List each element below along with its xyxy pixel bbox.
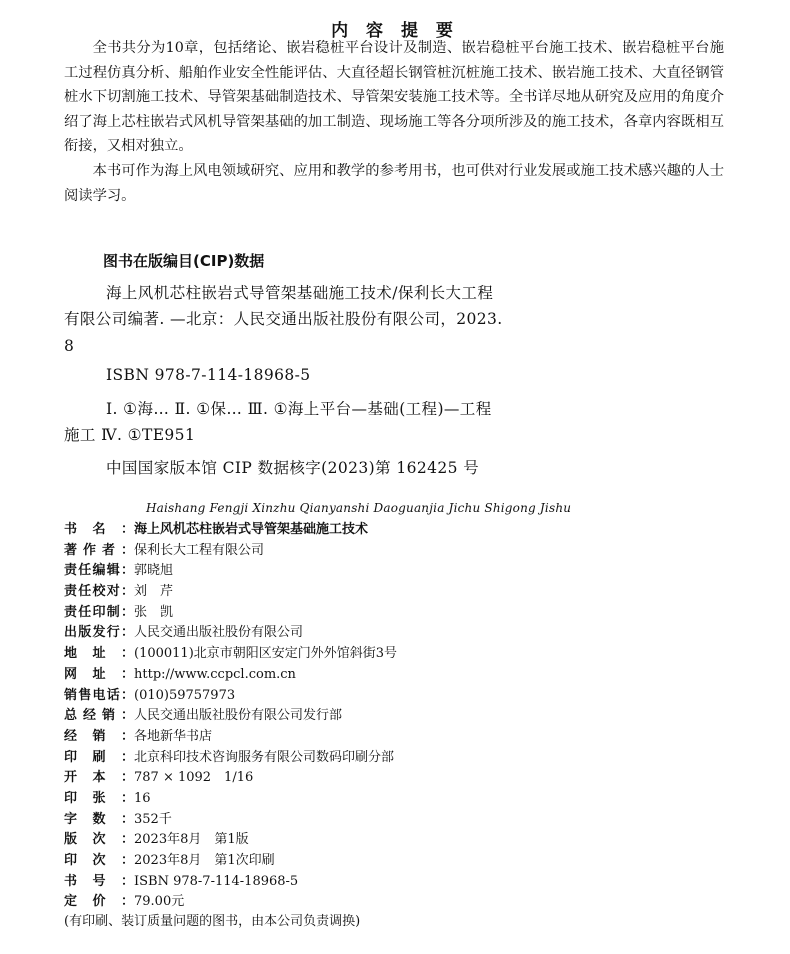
info-label: 出版发行： <box>64 625 134 641</box>
info-row-format <box>64 768 624 789</box>
info-value: 79.00元 <box>134 894 185 910</box>
info-value: 张 凯 <box>134 604 174 620</box>
info-label: 地址： <box>64 646 134 662</box>
cip-record: 海上风机芯柱嵌岩式导管架基础施工技术/保利长大工程有限公司编著. —北京：人民交通出版社股份有限公司，2023. 8 <box>64 284 503 355</box>
info-value: (010)59757973 <box>134 687 236 703</box>
info-value: 北京科印技术咨询服务有限公司数码印刷分部 <box>134 749 395 765</box>
info-label: 印张： <box>64 790 134 806</box>
info-label: 字数： <box>64 811 134 827</box>
info-row-website <box>64 665 624 686</box>
info-value: 各地新华书店 <box>134 728 213 744</box>
info-label: 书号： <box>64 873 134 889</box>
info-value: (100011)北京市朝阳区安定门外外馆斜街3号 <box>134 646 398 662</box>
info-label: 责任印制： <box>64 604 134 620</box>
cip-classification: Ⅰ. ①海… Ⅱ. ①保… Ⅲ. ①海上平台—基础(工程)—工程施工 Ⅳ. ①TE951 <box>64 399 492 445</box>
info-value: 人民交通出版社股份有限公司 <box>134 625 304 641</box>
info-value: 保利长大工程有限公司 <box>134 542 265 558</box>
info-label: 网址： <box>64 666 134 682</box>
info-row-author <box>64 541 624 562</box>
info-row-word-count <box>64 810 624 831</box>
info-row-book-number <box>64 872 624 893</box>
info-row-proofreader <box>64 582 624 603</box>
info-label: 销售电话： <box>64 687 134 703</box>
info-row-distributor <box>64 727 624 748</box>
info-row-sheets <box>64 789 624 810</box>
info-row-publisher <box>64 623 624 644</box>
summary-section <box>64 36 724 208</box>
info-value: ISBN 978-7-114-18968-5 <box>134 873 299 889</box>
quality-notice: (有印刷、装订质量问题的图书，由本公司负责调换) <box>64 914 361 929</box>
info-row-address <box>64 644 624 665</box>
info-label: 责任校对： <box>64 584 134 600</box>
info-value: 352千 <box>134 811 172 827</box>
info-value: 郭晓旭 <box>134 563 174 579</box>
info-row-general-distributor <box>64 706 624 727</box>
info-label: 印刷： <box>64 749 134 765</box>
pinyin-title: Haishang Fengji Xinzhu Qianyanshi Daoguanjia Jichu Shigong Jishu <box>146 501 572 515</box>
info-label: 书名： <box>64 522 134 537</box>
info-value: 人民交通出版社股份有限公司发行部 <box>134 708 343 724</box>
info-value: 刘 芹 <box>134 584 174 600</box>
info-row-printer <box>64 748 624 769</box>
info-value: 787 × 1092 1/16 <box>134 770 254 786</box>
info-label: 开本： <box>64 770 134 786</box>
info-value: 16 <box>134 790 151 806</box>
info-row-sales-phone <box>64 686 624 707</box>
info-row-title <box>64 520 624 541</box>
cip-isbn: ISBN 978-7-114-18968-5 <box>106 366 311 385</box>
info-row-edition <box>64 830 624 851</box>
info-row-impression <box>64 851 624 872</box>
info-value: 海上风机芯柱嵌岩式导管架基础施工技术 <box>134 522 369 537</box>
info-row-printing-supervisor <box>64 603 624 624</box>
info-label: 总经销： <box>64 708 134 724</box>
info-row-editor <box>64 561 624 582</box>
info-label: 责任编辑： <box>64 563 134 579</box>
info-label: 印次： <box>64 853 134 868</box>
cip-data-block <box>64 280 504 482</box>
cip-heading: 图书在版编目(CIP)数据 <box>103 252 265 270</box>
summary-paragraph: 全书共分为10章，包括绪论、嵌岩稳桩平台设计及制造、嵌岩稳桩平台施工技术、嵌岩稳桩平台施工过程仿真分析、船舶作业安全性能评估、大直径超长钢管桩沉桩施工技术、嵌岩施工技术、大直径钢管桩水下切割施工技术、导管架基础制造技术、导管架安装施工技术等。全书详尽地从研究及应用的角度介绍了海上芯柱嵌岩式风机导管架基础的加工制造、现场施工等各分项所涉及的施工技术，各章内容既相互衔接，又相对独立。 <box>64 40 724 155</box>
info-label: 版次： <box>64 832 134 848</box>
info-label: 经销： <box>64 728 134 744</box>
info-label: 著作者： <box>64 542 134 558</box>
page-title: 内 容 提 要 <box>331 21 459 41</box>
info-label: 定价： <box>64 894 134 910</box>
publication-info <box>64 520 624 913</box>
info-value: 2023年8月 第1次印刷 <box>134 853 275 868</box>
cip-catalog-number: 中国国家版本馆 CIP 数据核字(2023)第 162425 号 <box>106 459 480 478</box>
info-value: http://www.ccpcl.com.cn <box>134 666 296 682</box>
summary-paragraph: 本书可作为海上风电领域研究、应用和教学的参考用书，也可供对行业发展或施工技术感兴趣的人士阅读学习。 <box>64 162 724 204</box>
info-value: 2023年8月 第1版 <box>134 832 249 848</box>
